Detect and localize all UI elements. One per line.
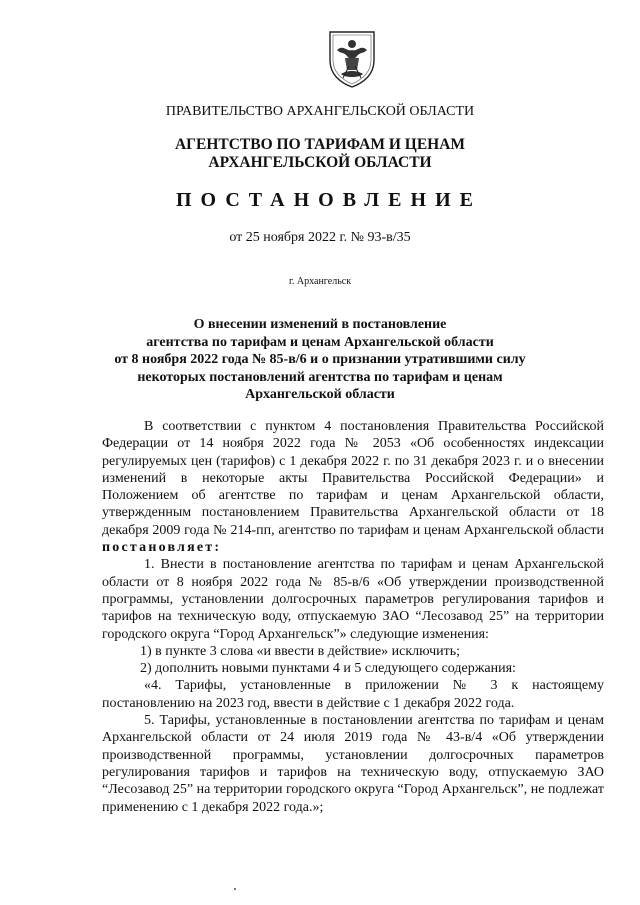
document-type: ПОСТАНОВЛЕНИЕ bbox=[176, 189, 482, 211]
subject-line: некоторых постановлений агентства по тарифам и ценам bbox=[137, 369, 503, 385]
sub-item-2: 2) дополнить новыми пунктами 4 и 5 следующего содержания: bbox=[140, 661, 516, 677]
agency-name-line2: АРХАНГЕЛЬСКОЙ ОБЛАСТИ bbox=[208, 154, 432, 171]
page-mark bbox=[234, 888, 236, 890]
coat-of-arms-emblem bbox=[327, 30, 377, 88]
preamble-paragraph bbox=[102, 418, 604, 556]
document-subject bbox=[0, 316, 640, 404]
new-item-5-paragraph: 5. Тарифы, установленные в постановлении агентства по тарифам и ценам Архангельской области от 24 июля 2019 года № 43-в/4 «Об утверждении производственной программы, установлении долгосрочных параметров регулирования тарифов и тарифов на техническую воду, отпускаемую ЗАО “Лесозавод 25” на территории городского округа “Город Архангельск”, не подлежат применению с 1 декабря 2022 года.»; bbox=[102, 713, 604, 815]
subject-line: Архангельской области bbox=[245, 387, 395, 402]
decree-word: постановляет: bbox=[102, 540, 222, 556]
new-item-4-paragraph: «4. Тарифы, установленные в приложении № 3 к настоящему постановлению на 2023 год, ввести в действие с 1 декабря 2022 года. bbox=[102, 678, 604, 711]
item-1-paragraph: 1. Внести в постановление агентства по тарифам и ценам Архангельской области от 8 ноября 2022 года № 85-в/6 «Об утверждении производственной программы, установлении долгосрочных параметров регулирования тарифов и тарифов на техническую воду, отпускаемую ЗАО “Лесозавод 25” на территории городского округа “Город Архангельск”» следующие изменения: bbox=[102, 557, 604, 642]
document-body bbox=[102, 418, 604, 816]
subject-line: от 8 ноября 2022 года № 85-в/6 и о признании утратившими силу bbox=[114, 352, 526, 367]
preamble-text: В соответствии с пунктом 4 постановления Правительства Российской Федерации от 14 ноября 2022 года № 2053 «Об особенностях индексации регулируемых цен (тарифов) с 1 декабря 2022 г. по 31 декабря 2023 г. и о внесении изменений в некоторые акты Правительства Российской Федерации» и Положением об агентстве по тарифам и ценам Архангельской области, утвержденным постановлением Правительства Архангельской области от 18 декабря 2009 года № 214-пп, агентство по тарифам и ценам Архангельской области bbox=[102, 419, 604, 538]
agency-name bbox=[0, 136, 640, 172]
sub-item-1: 1) в пункте 3 слова «и ввести в действие» исключить; bbox=[140, 643, 460, 659]
document-date-number: от 25 ноября 2022 г. № 93-в/35 bbox=[229, 230, 411, 245]
agency-name-line1: АГЕНТСТВО ПО ТАРИФАМ И ЦЕНАМ bbox=[174, 136, 466, 153]
government-name: ПРАВИТЕЛЬСТВО АРХАНГЕЛЬСКОЙ ОБЛАСТИ bbox=[165, 104, 475, 119]
document-city: г. Архангельск bbox=[288, 276, 352, 287]
subject-line: О внесении изменений в постановление bbox=[193, 317, 447, 332]
subject-line: агентства по тарифам и ценам Архангельской области bbox=[146, 334, 494, 350]
